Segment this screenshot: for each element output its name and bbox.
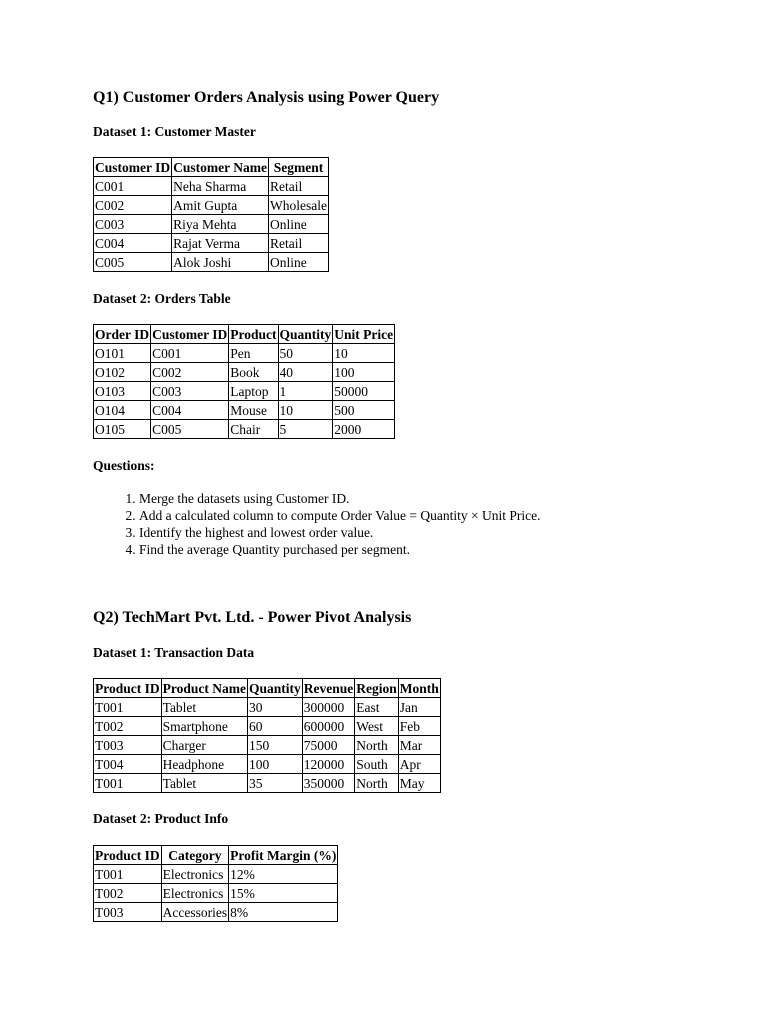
table-cell: Pen [229,344,278,363]
table-row [94,698,441,717]
q2-dataset1-title: Dataset 1: Transaction Data [93,645,255,660]
column-header: Product [229,325,278,344]
column-header: Order ID [94,325,151,344]
table-cell: West [355,717,399,736]
table-cell: Mouse [229,401,278,420]
table-cell: C002 [94,196,172,215]
table-row [94,215,329,234]
table-cell: Alok Joshi [172,253,269,272]
table-cell: O104 [94,401,151,420]
table-cell: Smartphone [161,717,247,736]
table-row [94,401,395,420]
table-cell: Amit Gupta [172,196,269,215]
table-cell: Headphone [161,755,247,774]
table-cell: 40 [278,363,333,382]
column-header: Region [355,679,399,698]
transaction-data-table [93,678,441,793]
table-cell: 100 [333,363,395,382]
column-header: Product ID [94,846,162,865]
table-cell: C003 [151,382,229,401]
table-cell: O102 [94,363,151,382]
questions-heading: Questions: [93,458,155,473]
table-cell: Feb [398,717,440,736]
table-cell: O105 [94,420,151,439]
column-header: Category [161,846,228,865]
column-header: Quantity [278,325,333,344]
table-cell: May [398,774,440,793]
table-cell: Laptop [229,382,278,401]
table-cell: 300000 [302,698,355,717]
table-header-row [94,158,329,177]
column-header: Segment [268,158,328,177]
table-cell: Electronics [161,865,228,884]
orders-table [93,324,395,439]
question-item: 3. Identify the highest and lowest order value. [139,524,541,541]
q1-heading: Q1) Customer Orders Analysis using Power Query [93,89,440,106]
table-cell: 5 [278,420,333,439]
customer-master-table [93,157,329,272]
table-cell: Riya Mehta [172,215,269,234]
table-cell: T001 [94,865,162,884]
table-row [94,234,329,253]
question-item: 2. Add a calculated column to compute Order Value = Quantity × Unit Price. [139,507,541,524]
table-row [94,177,329,196]
table-cell: Charger [161,736,247,755]
q2-dataset2-title: Dataset 2: Product Info [93,811,229,826]
table-cell: 120000 [302,755,355,774]
table-cell: C005 [151,420,229,439]
table-cell: Online [268,253,328,272]
column-header: Profit Margin (%) [229,846,338,865]
column-header: Revenue [302,679,355,698]
table-header-row [94,325,395,344]
table-cell: 8% [229,903,338,922]
q1-dataset1-title: Dataset 1: Customer Master [93,124,256,139]
table-cell: North [355,774,399,793]
table-cell: C001 [94,177,172,196]
questions-list [93,490,541,558]
product-info-table [93,845,338,922]
table-cell: 60 [248,717,303,736]
table-cell: 150 [248,736,303,755]
table-cell: 75000 [302,736,355,755]
table-cell: 12% [229,865,338,884]
table-cell: Mar [398,736,440,755]
table-row [94,774,441,793]
table-cell: Apr [398,755,440,774]
table-cell: Book [229,363,278,382]
table-cell: Tablet [161,698,247,717]
q2-heading: Q2) TechMart Pvt. Ltd. - Power Pivot Analysis [93,609,412,626]
table-header-row [94,679,441,698]
table-cell: T002 [94,884,162,903]
column-header: Quantity [248,679,303,698]
table-cell: O103 [94,382,151,401]
table-cell: T001 [94,774,162,793]
table-header-row [94,846,338,865]
table-cell: Retail [268,234,328,253]
table-row [94,884,338,903]
table-row [94,363,395,382]
table-cell: C005 [94,253,172,272]
table-cell: T003 [94,736,162,755]
table-cell: 30 [248,698,303,717]
table-cell: 600000 [302,717,355,736]
table-cell: Electronics [161,884,228,903]
table-row [94,736,441,755]
table-cell: O101 [94,344,151,363]
table-cell: 500 [333,401,395,420]
table-cell: 350000 [302,774,355,793]
table-cell: C004 [94,234,172,253]
table-cell: C001 [151,344,229,363]
table-cell: 50 [278,344,333,363]
table-cell: Rajat Verma [172,234,269,253]
table-cell: 10 [278,401,333,420]
table-cell: Retail [268,177,328,196]
table-cell: T001 [94,698,162,717]
table-cell: Tablet [161,774,247,793]
table-cell: 1 [278,382,333,401]
column-header: Customer ID [151,325,229,344]
question-item: 1. Merge the datasets using Customer ID. [139,490,541,507]
table-cell: C003 [94,215,172,234]
column-header: Unit Price [333,325,395,344]
table-cell: T004 [94,755,162,774]
table-row [94,344,395,363]
table-cell: 10 [333,344,395,363]
table-cell: Jan [398,698,440,717]
table-cell: 2000 [333,420,395,439]
table-cell: Accessories [161,903,228,922]
column-header: Customer Name [172,158,269,177]
table-cell: T002 [94,717,162,736]
table-cell: Chair [229,420,278,439]
q1-dataset2-title: Dataset 2: Orders Table [93,291,231,306]
table-row [94,717,441,736]
table-cell: 35 [248,774,303,793]
column-header: Product ID [94,679,162,698]
question-item: 4. Find the average Quantity purchased per segment. [139,541,541,558]
table-row [94,253,329,272]
table-cell: 50000 [333,382,395,401]
table-cell: Wholesale [268,196,328,215]
table-cell: T003 [94,903,162,922]
table-cell: South [355,755,399,774]
table-cell: Neha Sharma [172,177,269,196]
table-cell: C004 [151,401,229,420]
table-row [94,755,441,774]
table-cell: 15% [229,884,338,903]
table-cell: 100 [248,755,303,774]
column-header: Month [398,679,440,698]
table-row [94,865,338,884]
table-cell: North [355,736,399,755]
column-header: Customer ID [94,158,172,177]
column-header: Product Name [161,679,247,698]
table-cell: Online [268,215,328,234]
table-row [94,420,395,439]
table-row [94,903,338,922]
table-row [94,196,329,215]
table-row [94,382,395,401]
table-cell: C002 [151,363,229,382]
table-cell: East [355,698,399,717]
